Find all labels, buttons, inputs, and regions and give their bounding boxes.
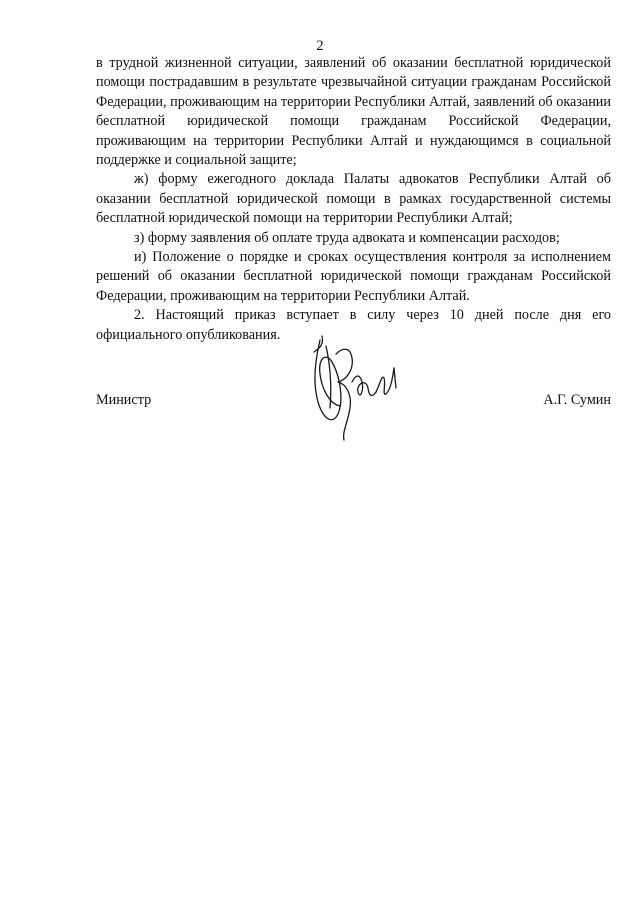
handwritten-signature (296, 318, 416, 443)
signatory-name: А.Г. Сумин (543, 392, 611, 408)
paragraph-continuation: в трудной жизненной ситуации, заявлений об оказании бесплатной юридической помощи пострадавшим в результате чрезвычайной ситуации гражданам Российской Федерации, проживающим на территории Республики Алтай, заявлений об оказании бесплатной юридической помощи гражданам Российской Федерации, проживающим на территории Республики Алтай и нуждающимся в социальной поддержке и социальной защите; (96, 55, 611, 169)
position-title: Министр (96, 392, 152, 408)
document-body (96, 54, 611, 345)
paragraph-clause-2: 2. Настоящий приказ вступает в силу через 10 дней после дня его официального опубликования. (96, 307, 611, 343)
paragraph-item-z: з) форму заявления об оплате труда адвоката и компенсации расходов; (134, 229, 560, 246)
page-number: 2 (316, 38, 324, 54)
paragraph-item-i: и) Положение о порядке и сроках осуществления контроля за исполнением решений об оказании бесплатной юридической помощи гражданам Российской Федерации, проживающим на территории Республики Алтай. (96, 249, 611, 304)
paragraph-item-zh: ж) форму ежегодного доклада Палаты адвокатов Республики Алтай об оказании бесплатной юридической помощи в рамках государственной системы бесплатной юридической помощи на территории Республики Алтай; (96, 171, 611, 227)
